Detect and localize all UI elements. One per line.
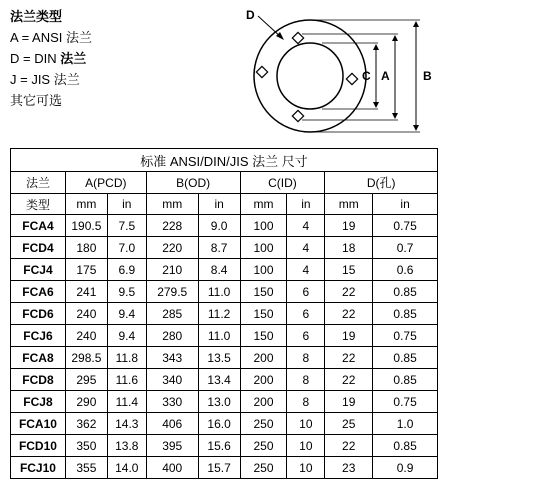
value-cell: 175 bbox=[65, 259, 107, 281]
value-cell: 100 bbox=[240, 237, 287, 259]
table-row bbox=[11, 215, 438, 237]
value-cell: 11.2 bbox=[198, 303, 240, 325]
unit-cell: in bbox=[107, 194, 146, 215]
value-cell: 8.4 bbox=[198, 259, 240, 281]
model-cell: FCJ4 bbox=[11, 259, 66, 281]
value-cell: 7.0 bbox=[107, 237, 146, 259]
value-cell: 0.85 bbox=[373, 369, 438, 391]
value-cell: 19 bbox=[325, 391, 373, 413]
value-cell: 11.6 bbox=[107, 369, 146, 391]
table-row bbox=[11, 281, 438, 303]
value-cell: 0.85 bbox=[373, 303, 438, 325]
dim-a-arrow-down bbox=[392, 113, 398, 119]
value-cell: 240 bbox=[65, 325, 107, 347]
header-model-line1: 法兰 bbox=[11, 172, 66, 194]
model-cell: FCJ8 bbox=[11, 391, 66, 413]
value-cell: 200 bbox=[240, 369, 287, 391]
value-cell: 200 bbox=[240, 347, 287, 369]
table-row bbox=[11, 237, 438, 259]
value-cell: 220 bbox=[146, 237, 198, 259]
value-cell: 16.0 bbox=[198, 413, 240, 435]
value-cell: 406 bbox=[146, 413, 198, 435]
model-cell: FCA4 bbox=[11, 215, 66, 237]
model-cell: FCA6 bbox=[11, 281, 66, 303]
value-cell: 10 bbox=[287, 435, 325, 457]
value-cell: 8 bbox=[287, 391, 325, 413]
dim-b-arrow-up bbox=[413, 21, 419, 27]
value-cell: 100 bbox=[240, 259, 287, 281]
table-caption-row bbox=[11, 149, 438, 172]
legend-value: 法兰 bbox=[66, 30, 93, 45]
value-cell: 8 bbox=[287, 369, 325, 391]
value-cell: 100 bbox=[240, 215, 287, 237]
value-cell: 0.85 bbox=[373, 347, 438, 369]
model-cell: FCD4 bbox=[11, 237, 66, 259]
value-cell: 6.9 bbox=[107, 259, 146, 281]
table-row bbox=[11, 325, 438, 347]
header-group-a: A(PCD) bbox=[65, 172, 146, 194]
value-cell: 9.4 bbox=[107, 325, 146, 347]
value-cell: 395 bbox=[146, 435, 198, 457]
value-cell: 19 bbox=[325, 325, 373, 347]
value-cell: 228 bbox=[146, 215, 198, 237]
table-row bbox=[11, 259, 438, 281]
table-body bbox=[11, 215, 438, 479]
value-cell: 10 bbox=[287, 457, 325, 479]
value-cell: 9.4 bbox=[107, 303, 146, 325]
legend-note: 其它可选 bbox=[10, 93, 63, 108]
value-cell: 295 bbox=[65, 369, 107, 391]
value-cell: 18 bbox=[325, 237, 373, 259]
value-cell: 0.75 bbox=[373, 391, 438, 413]
value-cell: 11.4 bbox=[107, 391, 146, 413]
dim-c-arrow-up bbox=[373, 44, 379, 50]
table-row bbox=[11, 303, 438, 325]
value-cell: 22 bbox=[325, 369, 373, 391]
value-cell: 14.3 bbox=[107, 413, 146, 435]
value-cell: 250 bbox=[240, 435, 287, 457]
value-cell: 4 bbox=[287, 215, 325, 237]
value-cell: 23 bbox=[325, 457, 373, 479]
value-cell: 22 bbox=[325, 303, 373, 325]
value-cell: 14.0 bbox=[107, 457, 146, 479]
value-cell: 241 bbox=[65, 281, 107, 303]
value-cell: 240 bbox=[65, 303, 107, 325]
value-cell: 8 bbox=[287, 347, 325, 369]
legend-title: 法兰类型 bbox=[10, 9, 63, 24]
label-b: B bbox=[423, 69, 432, 83]
value-cell: 343 bbox=[146, 347, 198, 369]
label-d: D bbox=[246, 8, 255, 22]
value-cell: 150 bbox=[240, 281, 287, 303]
value-cell: 355 bbox=[65, 457, 107, 479]
header-model-line2: 类型 bbox=[11, 194, 66, 215]
value-cell: 0.9 bbox=[373, 457, 438, 479]
label-a: A bbox=[381, 69, 390, 83]
model-cell: FCA8 bbox=[11, 347, 66, 369]
value-cell: 22 bbox=[325, 281, 373, 303]
legend-item-jis bbox=[10, 69, 92, 90]
unit-cell: mm bbox=[240, 194, 287, 215]
header-group-c: C(ID) bbox=[240, 172, 325, 194]
table-caption: 标准 ANSI/DIN/JIS 法兰 尺寸 bbox=[11, 149, 438, 172]
table-header-row bbox=[11, 172, 438, 194]
value-cell: 13.4 bbox=[198, 369, 240, 391]
model-cell: FCJ6 bbox=[11, 325, 66, 347]
value-cell: 362 bbox=[65, 413, 107, 435]
table-row bbox=[11, 413, 438, 435]
model-cell: FCA10 bbox=[11, 413, 66, 435]
table-row bbox=[11, 391, 438, 413]
value-cell: 250 bbox=[240, 413, 287, 435]
unit-cell: mm bbox=[65, 194, 107, 215]
value-cell: 6 bbox=[287, 281, 325, 303]
legend-item-ansi bbox=[10, 27, 92, 48]
bolt-hole-right bbox=[346, 73, 357, 84]
legend-key: D = DIN bbox=[10, 51, 57, 66]
value-cell: 150 bbox=[240, 303, 287, 325]
header-group-d: D(孔) bbox=[325, 172, 438, 194]
unit-cell: in bbox=[373, 194, 438, 215]
value-cell: 210 bbox=[146, 259, 198, 281]
model-cell: FCD6 bbox=[11, 303, 66, 325]
table-row bbox=[11, 369, 438, 391]
value-cell: 15.6 bbox=[198, 435, 240, 457]
dim-c-arrow-down bbox=[373, 102, 379, 108]
value-cell: 350 bbox=[65, 435, 107, 457]
value-cell: 9.5 bbox=[107, 281, 146, 303]
flange-diagram bbox=[240, 2, 440, 142]
value-cell: 280 bbox=[146, 325, 198, 347]
value-cell: 13.5 bbox=[198, 347, 240, 369]
value-cell: 11.0 bbox=[198, 325, 240, 347]
value-cell: 200 bbox=[240, 391, 287, 413]
value-cell: 6 bbox=[287, 303, 325, 325]
value-cell: 22 bbox=[325, 347, 373, 369]
value-cell: 19 bbox=[325, 215, 373, 237]
unit-cell: mm bbox=[146, 194, 198, 215]
value-cell: 0.85 bbox=[373, 281, 438, 303]
table-row bbox=[11, 347, 438, 369]
value-cell: 13.0 bbox=[198, 391, 240, 413]
value-cell: 150 bbox=[240, 325, 287, 347]
model-cell: FCJ10 bbox=[11, 457, 66, 479]
model-cell: FCD10 bbox=[11, 435, 66, 457]
value-cell: 9.0 bbox=[198, 215, 240, 237]
bolt-hole-top bbox=[292, 32, 303, 43]
dim-b-arrow-down bbox=[413, 125, 419, 131]
legend-key: J = JIS bbox=[10, 72, 51, 87]
value-cell: 0.75 bbox=[373, 215, 438, 237]
model-cell: FCD8 bbox=[11, 369, 66, 391]
value-cell: 0.6 bbox=[373, 259, 438, 281]
value-cell: 11.8 bbox=[107, 347, 146, 369]
value-cell: 22 bbox=[325, 435, 373, 457]
legend-value: 法兰 bbox=[60, 51, 87, 66]
dim-a-arrow-up bbox=[392, 35, 398, 41]
table-row bbox=[11, 435, 438, 457]
value-cell: 250 bbox=[240, 457, 287, 479]
value-cell: 180 bbox=[65, 237, 107, 259]
value-cell: 285 bbox=[146, 303, 198, 325]
legend-value: 法兰 bbox=[53, 72, 80, 87]
value-cell: 11.0 bbox=[198, 281, 240, 303]
value-cell: 10 bbox=[287, 413, 325, 435]
value-cell: 15 bbox=[325, 259, 373, 281]
flange-bore-circle bbox=[277, 43, 343, 109]
value-cell: 0.7 bbox=[373, 237, 438, 259]
value-cell: 400 bbox=[146, 457, 198, 479]
bolt-hole-left bbox=[256, 66, 267, 77]
bolt-hole-bottom bbox=[292, 110, 303, 121]
flange-dimension-table bbox=[10, 148, 438, 479]
value-cell: 290 bbox=[65, 391, 107, 413]
value-cell: 15.7 bbox=[198, 457, 240, 479]
value-cell: 6 bbox=[287, 325, 325, 347]
label-c: C bbox=[362, 69, 371, 83]
legend-item-din bbox=[10, 48, 92, 69]
table-unit-row bbox=[11, 194, 438, 215]
unit-cell: mm bbox=[325, 194, 373, 215]
value-cell: 25 bbox=[325, 413, 373, 435]
value-cell: 4 bbox=[287, 259, 325, 281]
value-cell: 0.85 bbox=[373, 435, 438, 457]
header-group-b: B(OD) bbox=[146, 172, 240, 194]
legend-key: A = ANSI bbox=[10, 30, 63, 45]
value-cell: 330 bbox=[146, 391, 198, 413]
value-cell: 340 bbox=[146, 369, 198, 391]
value-cell: 298.5 bbox=[65, 347, 107, 369]
value-cell: 279.5 bbox=[146, 281, 198, 303]
unit-cell: in bbox=[198, 194, 240, 215]
value-cell: 7.5 bbox=[107, 215, 146, 237]
flange-type-legend bbox=[10, 6, 92, 111]
value-cell: 4 bbox=[287, 237, 325, 259]
value-cell: 8.7 bbox=[198, 237, 240, 259]
unit-cell: in bbox=[287, 194, 325, 215]
value-cell: 1.0 bbox=[373, 413, 438, 435]
value-cell: 190.5 bbox=[65, 215, 107, 237]
table-row bbox=[11, 457, 438, 479]
value-cell: 13.8 bbox=[107, 435, 146, 457]
value-cell: 0.75 bbox=[373, 325, 438, 347]
